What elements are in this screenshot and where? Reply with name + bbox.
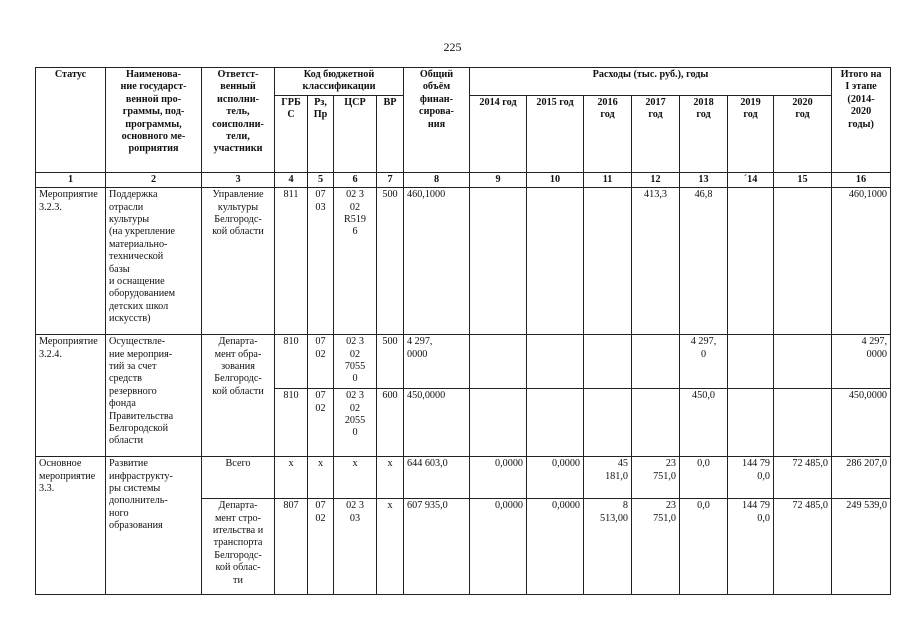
- cell-y2014: [470, 389, 527, 457]
- cell-stage-total: 4 297, 0000: [832, 335, 891, 389]
- cell-rzpr: х: [308, 457, 334, 499]
- column-number: ´14: [728, 172, 774, 187]
- cell-y2018: 46,8: [680, 188, 728, 335]
- cell-vr: 600: [377, 389, 404, 457]
- cell-y2016: 8 513,00: [584, 499, 632, 595]
- cell-y2020: [774, 389, 832, 457]
- cell-y2020: [774, 188, 832, 335]
- column-number-row: [36, 172, 891, 187]
- column-number: 15: [774, 172, 832, 187]
- column-number: 16: [832, 172, 891, 187]
- column-number: 5: [308, 172, 334, 187]
- cell-name: Осуществле- ние мероприя- тий за счет средств резервного фонда Правительства Белгородской области: [106, 335, 202, 457]
- cell-y2016: [584, 389, 632, 457]
- cell-total: 644 603,0: [404, 457, 470, 499]
- cell-grbs: 811: [275, 188, 308, 335]
- cell-y2019: [728, 389, 774, 457]
- column-number: 1: [36, 172, 106, 187]
- cell-status: Мероприятие 3.2.4.: [36, 335, 106, 457]
- cell-y2020: 72 485,0: [774, 457, 832, 499]
- cell-total: 607 935,0: [404, 499, 470, 595]
- cell-y2017: [632, 335, 680, 389]
- header-name: Наименова- ние государст- венной про- граммы, под- программы, основного ме- роприятия: [106, 68, 202, 173]
- cell-y2020: [774, 335, 832, 389]
- cell-stage-total: 460,1000: [832, 188, 891, 335]
- budget-table: [35, 67, 891, 595]
- cell-y2019: [728, 335, 774, 389]
- header-csr: ЦСР: [334, 95, 377, 172]
- header-total-volume: Общий объём финан- сирова- ния: [404, 68, 470, 173]
- cell-rzpr: 07 03: [308, 188, 334, 335]
- cell-vr: х: [377, 457, 404, 499]
- cell-y2014: 0,0000: [470, 457, 527, 499]
- column-number: 9: [470, 172, 527, 187]
- header-expenses: Расходы (тыс. руб.), годы: [470, 68, 832, 96]
- cell-y2015: 0,0000: [527, 499, 584, 595]
- header-y2015: 2015 год: [527, 95, 584, 172]
- cell-status: Основное мероприятие 3.3.: [36, 457, 106, 595]
- cell-vr: 500: [377, 335, 404, 389]
- header-responsible: Ответст- венный исполни- тель, соисполни- тели, участники: [202, 68, 275, 173]
- column-number: 6: [334, 172, 377, 187]
- header-stage-total: Итого на I этапе (2014- 2020 годы): [832, 68, 891, 173]
- column-number: 2: [106, 172, 202, 187]
- header-status: Статус: [36, 68, 106, 173]
- cell-y2020: 72 485,0: [774, 499, 832, 595]
- column-number: 12: [632, 172, 680, 187]
- cell-vr: х: [377, 499, 404, 595]
- cell-stage-total: 450,0000: [832, 389, 891, 457]
- cell-name: Поддержка отрасли культуры (на укрепление материально- технической базы и оснащение оборудованием детских школ искусств): [106, 188, 202, 335]
- cell-grbs: 810: [275, 335, 308, 389]
- header-y2014: 2014 год: [470, 95, 527, 172]
- cell-total: 4 297, 0000: [404, 335, 470, 389]
- header-y2019: 2019 год: [728, 95, 774, 172]
- column-number: 10: [527, 172, 584, 187]
- cell-csr: 02 3 02 7055 0: [334, 335, 377, 389]
- header-y2018: 2018 год: [680, 95, 728, 172]
- cell-rzpr: 07 02: [308, 499, 334, 595]
- cell-csr: 02 3 03: [334, 499, 377, 595]
- cell-y2018: 0,0: [680, 457, 728, 499]
- cell-y2018: 450,0: [680, 389, 728, 457]
- table-row: [36, 335, 891, 389]
- cell-status: Мероприятие 3.2.3.: [36, 188, 106, 335]
- header-y2016: 2016 год: [584, 95, 632, 172]
- cell-y2017: 23 751,0: [632, 457, 680, 499]
- cell-y2019: 144 79 0,0: [728, 457, 774, 499]
- cell-y2017: 23 751,0: [632, 499, 680, 595]
- cell-y2015: [527, 335, 584, 389]
- cell-y2016: [584, 335, 632, 389]
- cell-stage-total: 286 207,0: [832, 457, 891, 499]
- cell-y2014: [470, 335, 527, 389]
- cell-responsible: Управление культуры Белгородс- кой области: [202, 188, 275, 335]
- cell-responsible: Департа- мент стро- ительства и транспорта Белгородс- кой облас- ти: [202, 499, 275, 595]
- cell-total: 450,0000: [404, 389, 470, 457]
- cell-vr: 500: [377, 188, 404, 335]
- cell-csr: х: [334, 457, 377, 499]
- cell-y2018: 0,0: [680, 499, 728, 595]
- cell-responsible: Всего: [202, 457, 275, 499]
- cell-y2016: [584, 188, 632, 335]
- cell-y2015: [527, 389, 584, 457]
- header-grbs: ГРБ С: [275, 95, 308, 172]
- cell-y2017: 413,3: [632, 188, 680, 335]
- cell-y2015: [527, 188, 584, 335]
- cell-y2015: 0,0000: [527, 457, 584, 499]
- cell-csr: 02 3 02 R519 6: [334, 188, 377, 335]
- cell-grbs: х: [275, 457, 308, 499]
- cell-total: 460,1000: [404, 188, 470, 335]
- column-number: 7: [377, 172, 404, 187]
- cell-csr: 02 3 02 2055 0: [334, 389, 377, 457]
- header-vr: ВР: [377, 95, 404, 172]
- cell-stage-total: 249 539,0: [832, 499, 891, 595]
- cell-grbs: 810: [275, 389, 308, 457]
- cell-rzpr: 07 02: [308, 335, 334, 389]
- cell-y2017: [632, 389, 680, 457]
- column-number: 13: [680, 172, 728, 187]
- cell-y2018: 4 297, 0: [680, 335, 728, 389]
- column-number: 8: [404, 172, 470, 187]
- cell-name: Развитие инфраструкту- ры системы дополнитель- ного образования: [106, 457, 202, 595]
- cell-rzpr: 07 02: [308, 389, 334, 457]
- column-number: 11: [584, 172, 632, 187]
- cell-y2019: 144 79 0,0: [728, 499, 774, 595]
- header-y2020: 2020 год: [774, 95, 832, 172]
- column-number: 4: [275, 172, 308, 187]
- cell-y2019: [728, 188, 774, 335]
- table-row: [36, 457, 891, 499]
- table-row: [36, 188, 891, 335]
- cell-y2014: 0,0000: [470, 499, 527, 595]
- column-number: 3: [202, 172, 275, 187]
- cell-y2016: 45 181,0: [584, 457, 632, 499]
- header-y2017: 2017 год: [632, 95, 680, 172]
- header-budget-code: Код бюджетной классификации: [275, 68, 404, 96]
- cell-grbs: 807: [275, 499, 308, 595]
- header-row: [36, 68, 891, 96]
- page-number: 225: [443, 40, 462, 54]
- header-rzpr: Рз, Пр: [308, 95, 334, 172]
- cell-y2014: [470, 188, 527, 335]
- cell-responsible: Департа- мент обра- зования Белгородс- кой области: [202, 335, 275, 457]
